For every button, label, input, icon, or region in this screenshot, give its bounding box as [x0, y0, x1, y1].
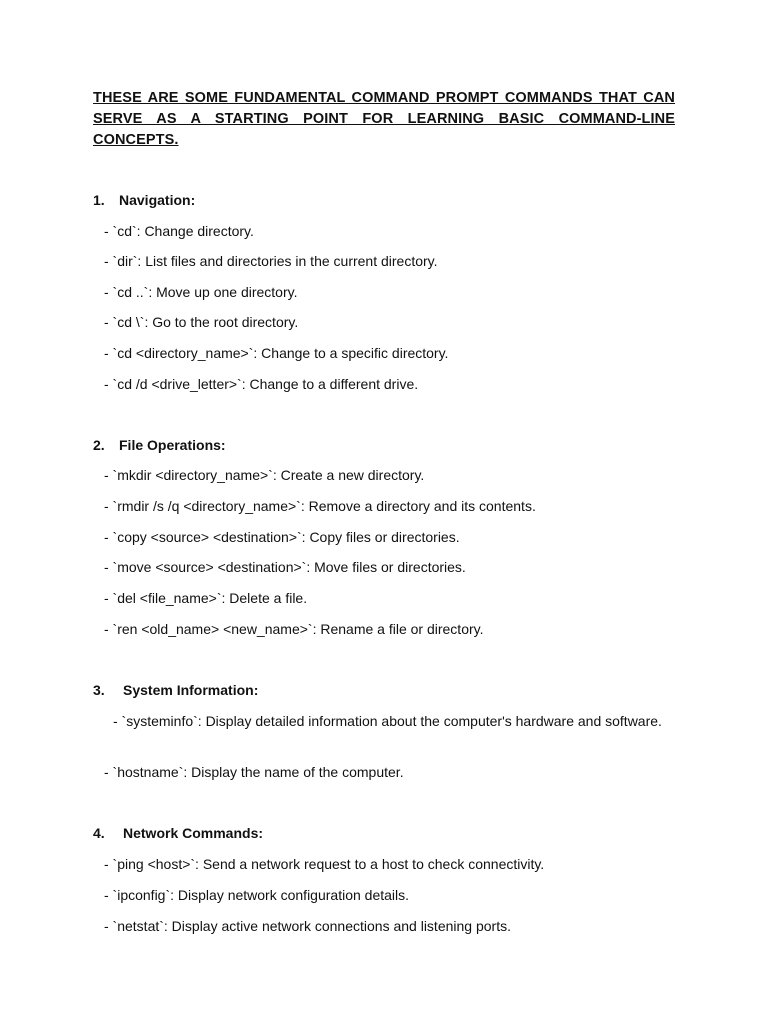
list-item: - `move <source> <destination>`: Move files or directories.	[104, 559, 466, 575]
section-number: 3.	[93, 682, 105, 698]
section-title: Navigation:	[119, 192, 196, 208]
list-item: - `rmdir /s /q <directory_name>`: Remove a directory and its contents.	[104, 498, 536, 514]
list-item: - `systeminfo`: Display detailed information about the computer's hardware and software.	[113, 713, 662, 729]
section-number: 1.	[93, 192, 105, 208]
section-title: System Information:	[123, 682, 259, 698]
section-number: 2.	[93, 437, 105, 453]
list-item: - `cd`: Change directory.	[104, 223, 254, 239]
document-title: THESE ARE SOME FUNDAMENTAL COMMAND PROMPT COMMANDS THAT CAN SERVE AS A STARTING POINT FOR LEARNING BASIC COMMAND-LINE CONCEPTS.	[93, 90, 675, 148]
list-item: - `cd \`: Go to the root directory.	[104, 314, 299, 330]
list-item: - `ping <host>`: Send a network request to a host to check connectivity.	[104, 856, 545, 872]
list-item: - `del <file_name>`: Delete a file.	[104, 590, 308, 606]
list-item: - `mkdir <directory_name>`: Create a new directory.	[104, 467, 425, 483]
section-title: Network Commands:	[123, 825, 264, 841]
section-title: File Operations:	[119, 437, 226, 453]
list-item: - `cd /d <drive_letter>`: Change to a different drive.	[104, 376, 419, 392]
list-item: - `cd <directory_name>`: Change to a specific directory.	[104, 345, 449, 361]
section-heading-file-operations	[93, 437, 226, 453]
section-number: 4.	[93, 825, 105, 841]
section-heading-navigation	[93, 192, 195, 208]
list-item: - `netstat`: Display active network connections and listening ports.	[104, 918, 511, 934]
list-item: - `cd ..`: Move up one directory.	[104, 284, 298, 300]
section-heading-network-commands	[93, 825, 263, 841]
list-item: - `hostname`: Display the name of the computer.	[104, 764, 404, 780]
list-item: - `dir`: List files and directories in the current directory.	[104, 253, 438, 269]
section-heading-system-information	[93, 682, 258, 698]
list-item: - `ipconfig`: Display network configuration details.	[104, 887, 410, 903]
list-item: - `ren <old_name> <new_name>`: Rename a file or directory.	[104, 621, 484, 637]
list-item: - `copy <source> <destination>`: Copy files or directories.	[104, 529, 460, 545]
